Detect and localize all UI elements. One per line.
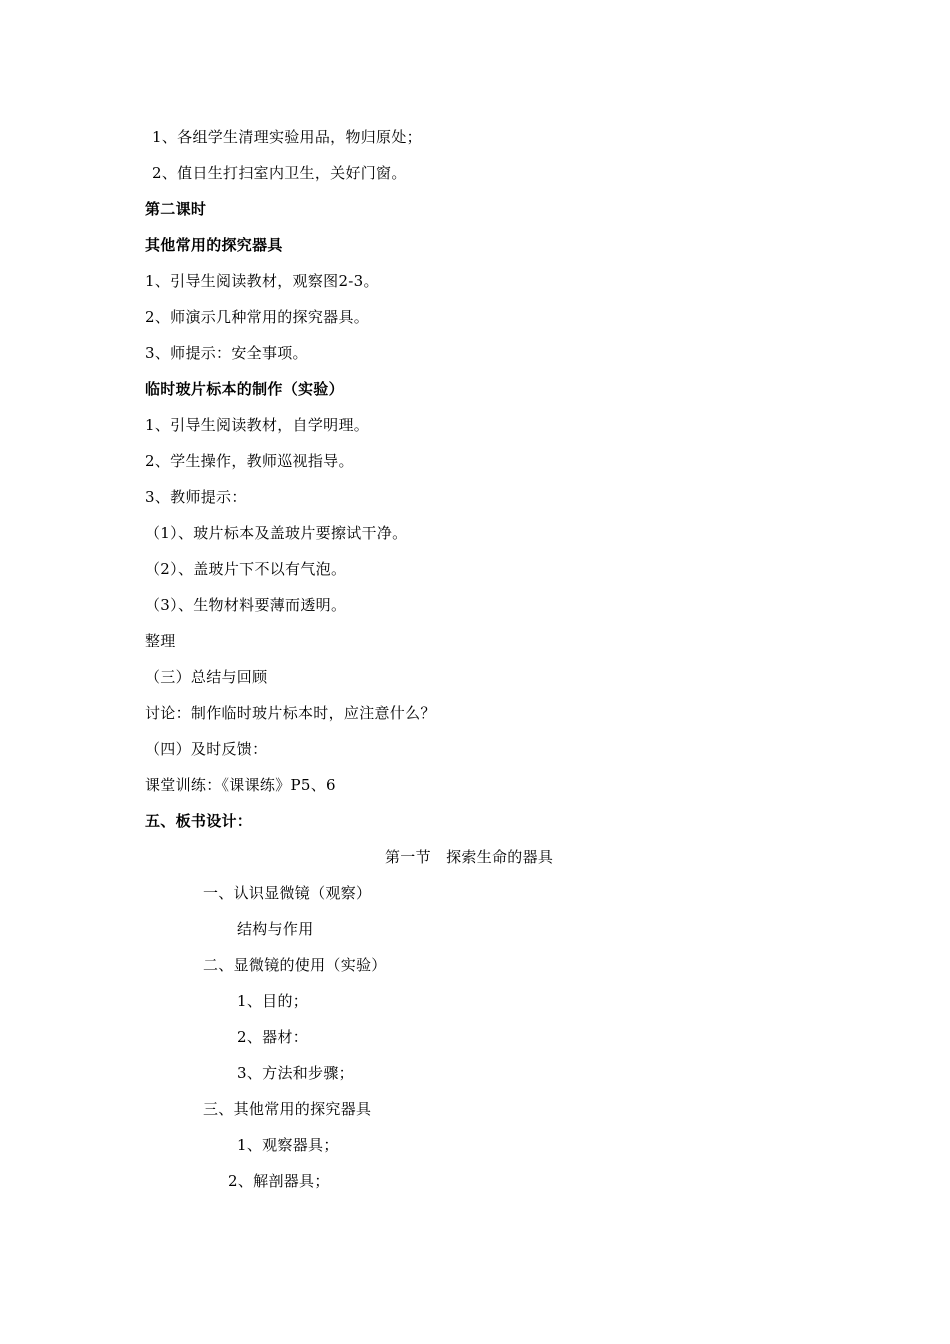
board-section-3-item-1: 1、观察器具；: [237, 1136, 339, 1154]
board-section-1: 一、认识显微镜（观察）: [203, 884, 372, 902]
board-heading: 五、板书设计：: [145, 812, 253, 830]
board-section-3-item-2: 2、解剖器具；: [228, 1172, 330, 1190]
tools-heading: 其他常用的探究器具: [145, 236, 283, 254]
lesson2-heading: 第二课时: [145, 200, 207, 218]
slide-item-1: 1、引导生阅读教材，自学明理。: [145, 416, 370, 434]
classwork-text: 课堂训练：《课课练》P5、6: [145, 776, 336, 794]
summary-heading: （三）总结与回顾: [145, 668, 268, 686]
tip-2: （2）、盖玻片下不以有气泡。: [145, 560, 347, 578]
tools-item-1: 1、引导生阅读教材，观察图2-3。: [145, 272, 379, 290]
organize-text: 整理: [145, 632, 176, 650]
board-section-3: 三、其他常用的探究器具: [203, 1100, 372, 1118]
tip-1: （1）、玻片标本及盖玻片要擦试干净。: [145, 524, 408, 542]
slide-item-2: 2、学生操作，教师巡视指导。: [145, 452, 354, 470]
tools-item-2: 2、师演示几种常用的探究器具。: [145, 308, 370, 326]
tip-3: （3）、生物材料要薄而透明。: [145, 596, 347, 614]
tools-item-3: 3、师提示：安全事项。: [145, 344, 308, 362]
slide-heading: 临时玻片标本的制作（实验）: [145, 380, 344, 398]
board-section-2-item-1: 1、目的；: [237, 992, 309, 1010]
board-title: 第一节 探索生命的器具: [385, 848, 554, 866]
board-section-2: 二、显微镜的使用（实验）: [203, 956, 387, 974]
discussion-text: 讨论：制作临时玻片标本时，应注意什么？: [145, 704, 436, 722]
cleanup-item-2: 2、值日生打扫室内卫生，关好门窗。: [152, 164, 407, 182]
slide-item-3: 3、教师提示：: [145, 488, 247, 506]
board-section-2-item-2: 2、器材：: [237, 1028, 309, 1046]
board-section-1-sub: 结构与作用: [237, 920, 314, 938]
cleanup-item-1: 1、各组学生清理实验用品，物归原处；: [152, 128, 422, 146]
board-section-2-item-3: 3、方法和步骤；: [237, 1064, 354, 1082]
feedback-heading: （四）及时反馈：: [145, 740, 268, 758]
